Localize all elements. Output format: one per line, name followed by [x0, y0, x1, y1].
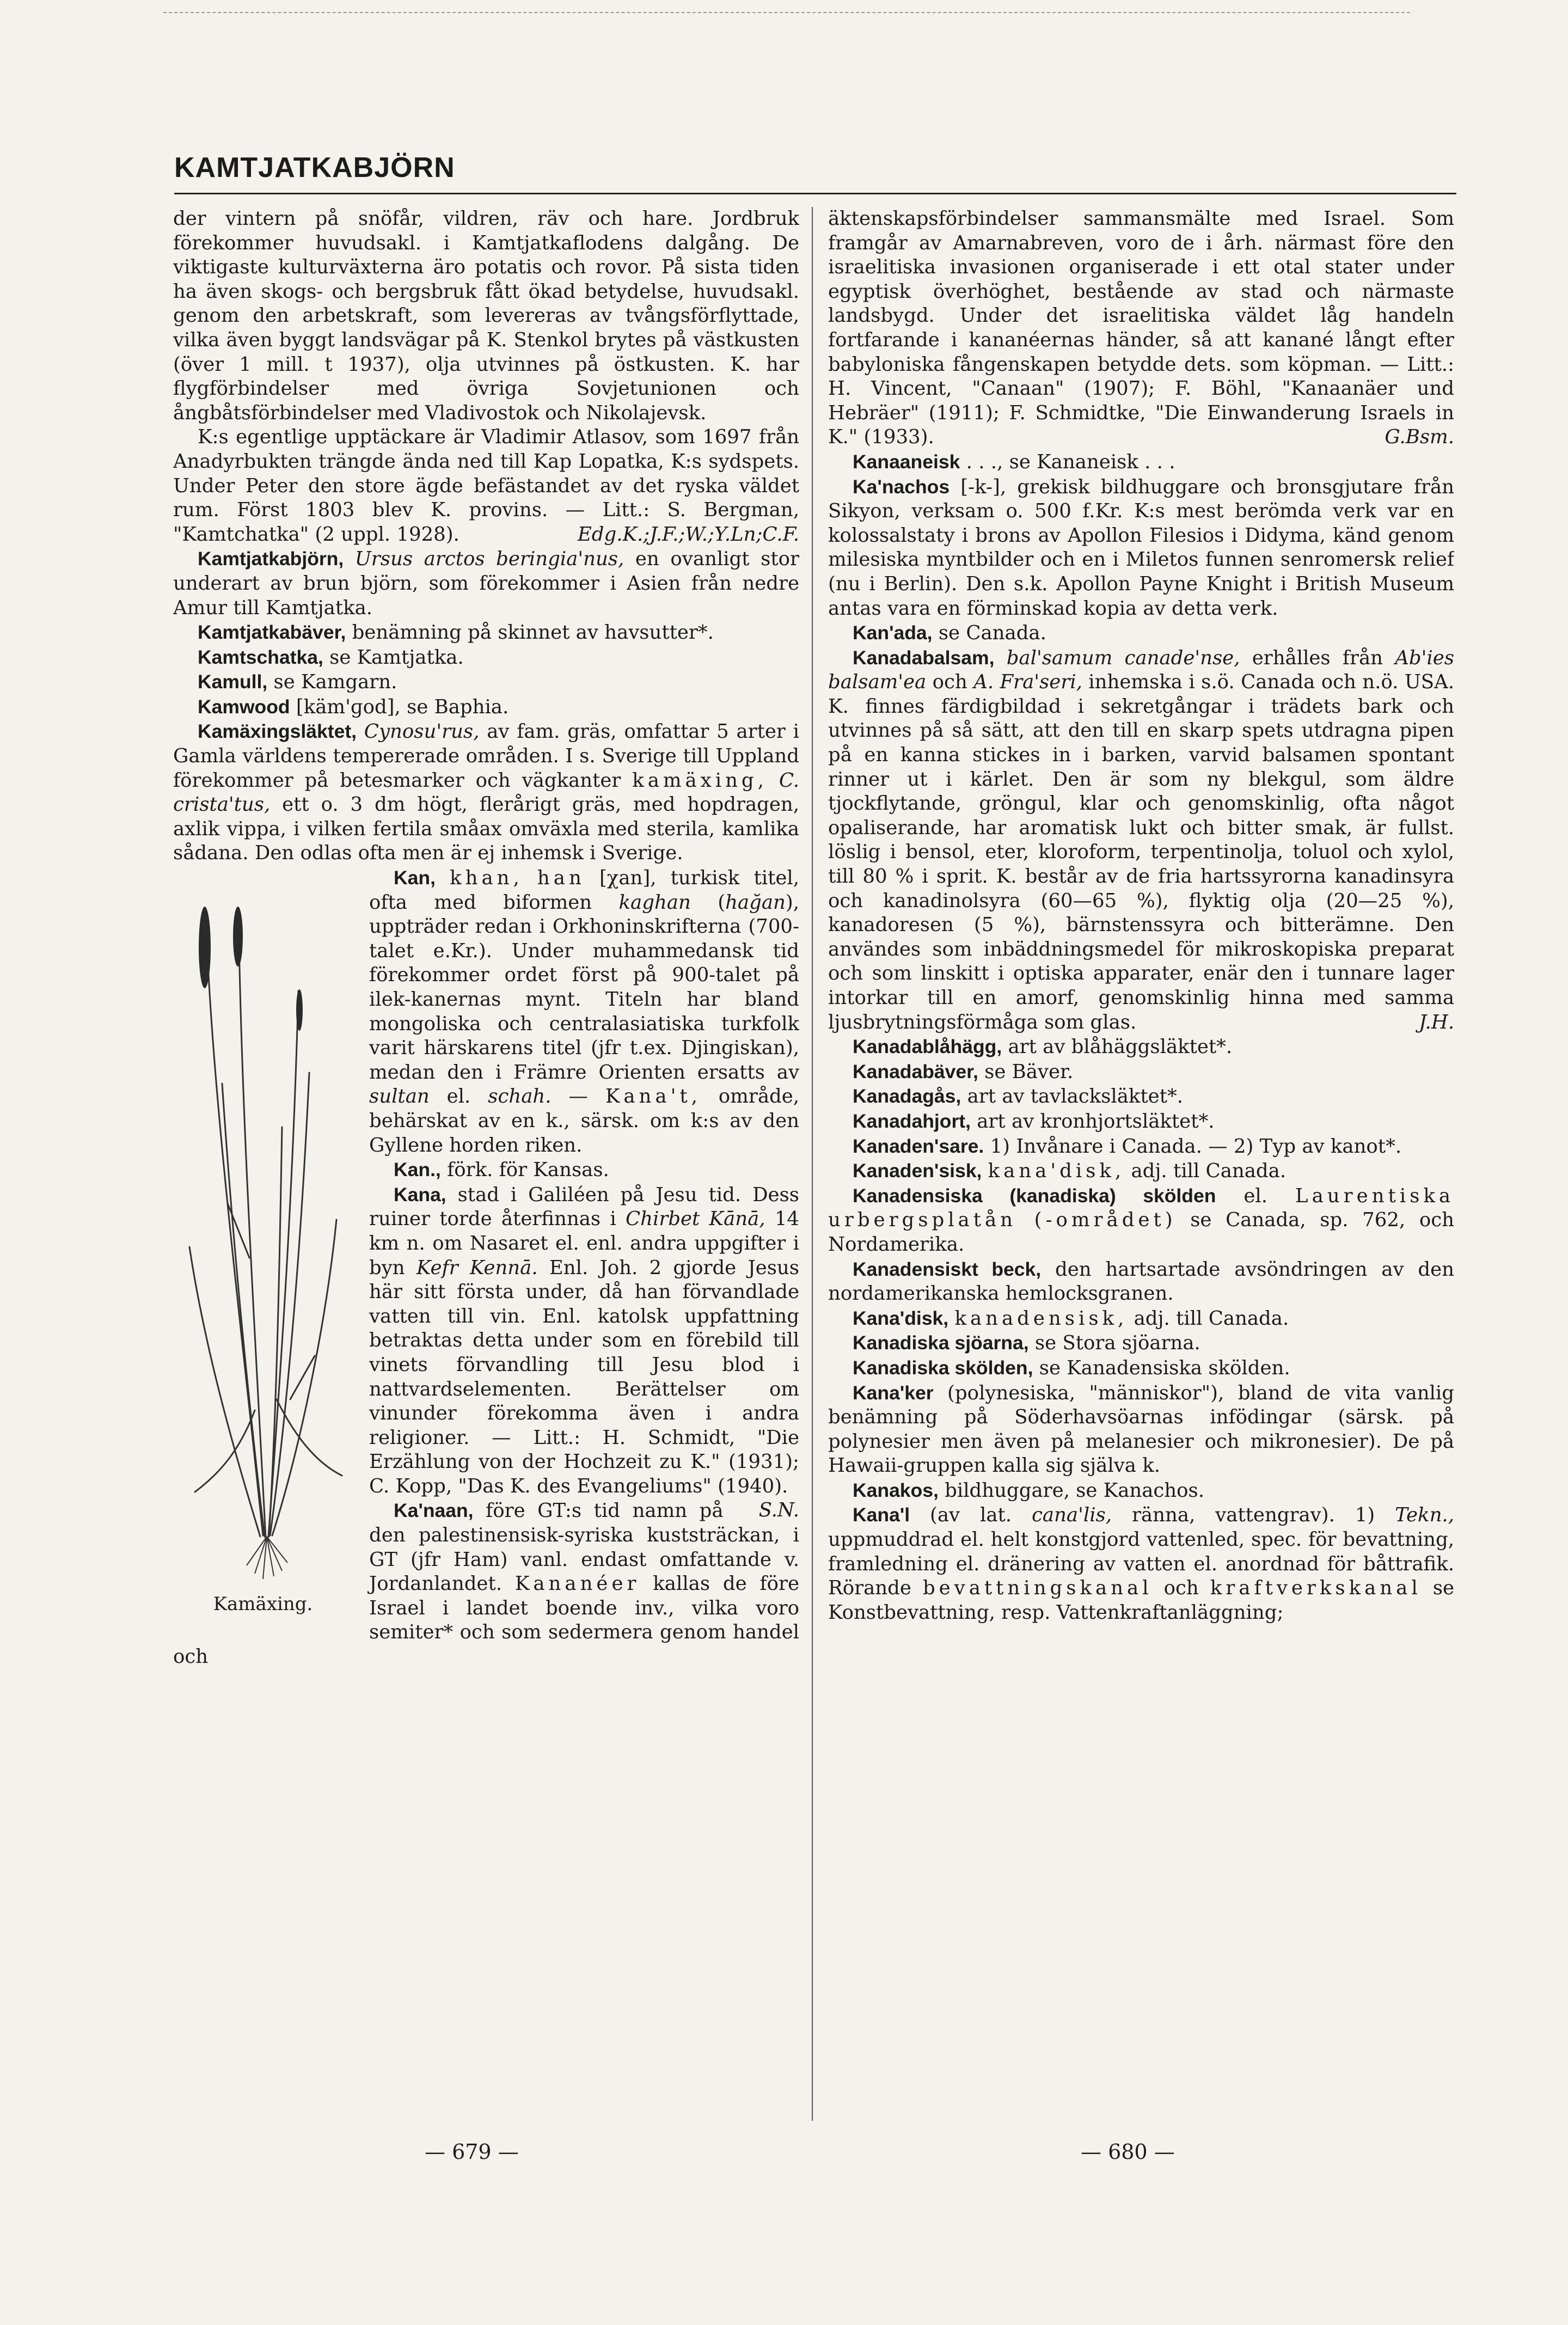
entry-kamull: Kamull, se Kamgarn. — [198, 671, 397, 694]
page-top-rule — [163, 12, 1410, 13]
entry-headword: Kana'disk, — [853, 1307, 949, 1329]
entry-headword: Kan'ada, — [853, 622, 933, 644]
left-column — [173, 207, 799, 2124]
entry-kanadensisk: Kanaden'sisk, kana'disk, adj. till Canada. — [853, 1160, 1287, 1183]
grass-spike-3 — [296, 989, 303, 1031]
entry-kanadensiska-skolden: Kanadensiska (kanadiska) skölden el. Laurentiska urbergsplatån (-området) se Canada, sp. 762, och Nordamerika. — [828, 1184, 1454, 1256]
kamaxing-illustration — [173, 866, 353, 1628]
entry-kamtjatkabjorn: Kamtjatkabjörn, Ursus arctos beringia'nus, en ovanligt stor underart av brun björn, som förekommer i Asien från nedre Amur till Kamtjatka. — [173, 548, 799, 619]
entry-kanadisk: Kana'disk, kanadensisk, adj. till Canada. — [853, 1307, 1289, 1330]
entry-headword: Kana, — [394, 1183, 446, 1206]
right-column — [828, 207, 1454, 2124]
author-signature: Edg.K.;J.F.;W.;Y.Ln;C.F. — [577, 523, 799, 546]
entry-headword: Kanadabalsam, — [853, 646, 995, 669]
entry-kamaxingslaktet: Kamäxingsläktet, Cynosu'rus, av fam. gräs, omfattar 5 arter i Gamla världens tempererade områden. I s. Sverige till Uppland förekommer på betesmarker och vägkanter kamäxing, C. crista'tus, ett o. 3 dm högt, flerårigt gräs, med hopdragen, axlik vippa, i vilken fertila småax omväxla med sterila, kamlika sådana. Den odlas ofta men är ej inhemsk i Sverige. — [173, 720, 799, 865]
paragraph: der vintern på snöfår, vildren, räv och hare. Jordbruk förekommer huvudsakl. i Kamtjatkaflodens dalgång. De viktigaste kulturväxterna äro potatis och rovor. På sista tiden ha även skogs- och bergsbruk fått ökad betydelse, huvudsakl. genom den arbetskraft, som levereras av tvångsförflyttade, vilka även byggt landsvägar på K. Stenkol brytes på västkusten (över 1 mill. t 1937), olja utvinnes på östkusten. K. har flygförbindelser med övriga Sovjetunionen och ångbåtsförbindelser med Vladivostok och Nikolajevsk. — [173, 207, 799, 424]
entry-kanadensiskt-beck: Kanadensiskt beck, den hartsartade avsöndringen av den nordamerikanska hemlocksgranen. — [828, 1258, 1454, 1305]
grass-drawing — [173, 866, 353, 1595]
entry-headword: Kamtschatka, — [198, 646, 323, 668]
grass-spike-2 — [233, 907, 243, 966]
entry-kan-abbr: Kan., förk. för Kansas. — [394, 1159, 609, 1182]
entry-kanadabalsam: Kanadabalsam, bal'samum canade'nse, erhålles från Ab'ies balsam'ea och A. Fra'seri, inhemska i s.ö. Canada och n.ö. USA. K. finnes färdigbildad i sekretgångar i trädets bark och utvinnes på så sätt, att den till en skarp spets utdragna pipen på en kanna stickes in i barken, varvid balsamen spontant rinner ut i kärlet. Den är som ny blekgul, som äldre tjockflytande, gröngul, klar och genomskinlig, ofta något opaliserande, har aromatisk lukt och bitter smak, är fullst. löslig i bensol, eter, kloroform, terpentinolja, toluol och xylol, till 80 % i sprit. K. består av de fria hartssyrorna kanadinsyra och kanadinolsyra (60—65 %), flyktig olja (20—25 %), kanadoresen (5 %), bärnstenssyra och bitterämne. Den användes som inbäddningsmedel för mikroskopiska preparat och som linskitt i optiska apparater, enär den i tunnare lager intorkar till en amorf, genomskinlig hinna med samma ljusbrytningsförmåga som glas. J.H. — [828, 646, 1454, 1035]
entry-kamtschatka: Kamtschatka, se Kamtjatka. — [198, 646, 464, 669]
entry-headword: Kanaaneisk — [853, 450, 960, 473]
entry-headword: Kanadablåhägg, — [853, 1036, 1002, 1058]
entry-kanaaneisk: Kanaaneisk . . ., se Kananeisk . . . — [853, 450, 1175, 473]
entry-headword: Kanadiska sjöarna, — [853, 1332, 1029, 1354]
grass-roots — [247, 1537, 287, 1579]
entry-headword: Ka'nachos — [853, 475, 950, 498]
entry-headword: Kan., — [394, 1159, 441, 1181]
entry-kanaan: Ka'naan, före GT:s tid namn på den palestinensisk-syriska kuststräckan, i GT (jfr Ham) vanl. endast omfattande v. Jordanlandet. Kananéer kallas de före Israel i landet boende inv., vilka voro semiter* och som sedermera genom handel och — [173, 1500, 799, 1668]
entry-headword: Kan, — [394, 867, 436, 889]
entry-headword: Kanadensiska (kanadiska) skölden — [853, 1184, 1216, 1207]
entry-headword: Kana'ker — [853, 1381, 934, 1404]
entry-kana: Kana, stad i Galiléen på Jesu tid. Dess ruiner torde återfinnas i Chirbet Kānā, 14 km n. om Nasaret el. enl. andra uppgifter i byn Kefr Kennā. Enl. Joh. 2 gjorde Jesus här sitt första under, då han förvandlade vatten till vin. Enl. katolsk uppfattning betraktas detta under som en förebild till vinets förvandling till Jesu blod i nattvardselementen. Berättelser om vinunder förekomma även i andra religioner. — Litt.: H. Schmidt, "Die Erzählung von der Hochzeit zu K." (1931); C. Kopp, "Das K. des Evangeliums" (1940). S.N. — [173, 1183, 799, 1499]
entry-headword: Kamtjatkabjörn, — [198, 548, 344, 570]
entry-headword: Kanadagås, — [853, 1085, 961, 1108]
page-number-left: — 679 — — [425, 2140, 519, 2164]
entry-headword: Kamtjatkabäver, — [198, 621, 346, 644]
entry-headword: Kanadabäver, — [853, 1060, 978, 1082]
entry-kanadiska-sjoarna: Kanadiska sjöarna, se Stora sjöarna. — [853, 1332, 1200, 1355]
paragraph: K:s egentlige upptäckare är Vladimir Atlasov, som 1697 från Anadyrbukten trängde ända ned till Kap Lopatka, K:s sydspets. Under Peter den store ägde befästandet av det ryska väldet rum. Först 1803 blev K. provins. — Litt.: S. Bergman, "Kamtchatka" (2 uppl. 1928). Edg.K.;J.F.;W.;Y.Ln;C.F. — [173, 425, 799, 547]
entry-headword: Kanakos, — [853, 1479, 939, 1501]
author-signature: G.Bsm. — [1385, 426, 1454, 449]
entry-kan: Kan, khan, han [χan], turkisk titel, ofta med biformen kaghan (hağan), uppträder redan i Orkhoninskrifterna (700-talet e.Kr.). Under muhammedansk tid förekommer ordet först på 900-talet på ilek-kanernas mynt. Titeln har bland mongoliska och centralasiatiska turkfolk varit härskarens titel (jfr t.ex. Djingiskan), medan den i Främre Orienten ersatts av sultan el. schah. — Kana't, område, behärskat av en k., särsk. om k:s av den Gyllene horden riken. — [369, 867, 799, 1157]
author-signature: J.H. — [1418, 1011, 1454, 1033]
figure-caption: Kamäxing. — [213, 1593, 313, 1616]
entry-kanadahjort: Kanadahjort, art av kronhjortsläktet*. — [853, 1110, 1215, 1133]
author-signature: S.N. — [758, 1499, 799, 1522]
column-divider — [812, 207, 813, 2121]
entry-kanaker: Kana'ker (polynesiska, "människor"), bland de vita vanlig benämning på Söderhavsöarnas infödingar (särsk. på polynesier men även på melanesier och mikronesier). De på Hawaii-gruppen kalla sig själva k. — [828, 1381, 1454, 1477]
entry-kanachos: Ka'nachos [-k-], grekisk bildhuggare och bronsgjutare från Sikyon, verksam o. 500 f.Kr. K:s mest berömda verk var en kolossalstaty i brons av Apollon Filesios i Didyma, känd genom milesiska myntbilder och en i Miletos funnen senromersk relief (nu i Berlin). Den s.k. Apollon Payne Knight i British Museum antas vara en förminskad kopia av detta verk. — [828, 475, 1454, 620]
page-number-right: — 680 — — [1081, 2140, 1175, 2164]
entry-headword: Kamäxingsläktet, — [198, 720, 357, 743]
entry-kamwood: Kamwood [käm'ɡod], se Baphia. — [198, 695, 509, 718]
entry-headword: Kanadensiskt beck, — [853, 1258, 1042, 1280]
entry-headword: Kanadahjort, — [853, 1110, 971, 1132]
entry-kamtjatkabaver: Kamtjatkabäver, benämning på skinnet av havsutter*. — [198, 621, 714, 644]
running-header — [174, 151, 1456, 194]
entry-kanadensare: Kanaden'sare. 1) Invånare i Canada. — 2) Typ av kanot*. — [853, 1135, 1402, 1158]
entry-kanadagas: Kanadagås, art av tavlacksläktet*. — [853, 1085, 1183, 1108]
paragraph: äktenskapsförbindelser sammansmälte med Israel. Som framgår av Amarnabreven, voro de i årh. närmast före den israelitiska invasionen organiserade i ett otal stater under egyptisk överhöghet, bestående av stad och närmaste landsbygd. Under det israelitiska väldet låg handeln fortfarande i kananéernas händer, så att kanané långt efter babyloniska fångenskapen betydde dets. som köpman. — Litt.: H. Vincent, "Canaan" (1907); F. Böhl, "Kanaanäer und Hebräer" (1911); F. Schmidtke, "Die Einwanderung Israels in K." (1933). G.Bsm. — [828, 207, 1454, 450]
entry-headword: Kanaden'sisk, — [853, 1160, 982, 1182]
entry-kanadabaver: Kanadabäver, se Bäver. — [853, 1060, 1074, 1083]
entry-headword: Kamull, — [198, 671, 268, 693]
entry-kanadablahagg: Kanadablåhägg, art av blåhäggsläktet*. — [853, 1036, 1233, 1059]
entry-kanakos: Kanakos, bildhuggare, se Kanachos. — [853, 1479, 1205, 1502]
entry-kanal: Kana'l (av lat. cana'lis, ränna, vattengrav). 1) Tekn., uppmuddrad el. helt konstgjord vattenled, spec. för bevattning, framledning el. dränering av vatten el. anordnad för båttrafik. Rörande bevattningskanal och kraftverkskanal se Konstbevattning, resp. Vattenkraftanläggning; — [828, 1504, 1454, 1624]
entry-kanadiska-skolden: Kanadiska skölden, se Kanadensiska skölden. — [853, 1356, 1290, 1379]
entry-headword: Kana'l — [853, 1504, 910, 1526]
entry-headword: Kanaden'sare. — [853, 1135, 984, 1157]
entry-headword: Ka'naan, — [394, 1500, 474, 1522]
page-title: KAMTJATKABJÖRN — [174, 152, 455, 183]
entry-kanada: Kan'ada, se Canada. — [853, 622, 1046, 645]
entry-headword: Kanadiska skölden, — [853, 1356, 1033, 1379]
entry-headword: Kamwood — [198, 695, 290, 718]
grass-spike-1 — [199, 907, 211, 988]
